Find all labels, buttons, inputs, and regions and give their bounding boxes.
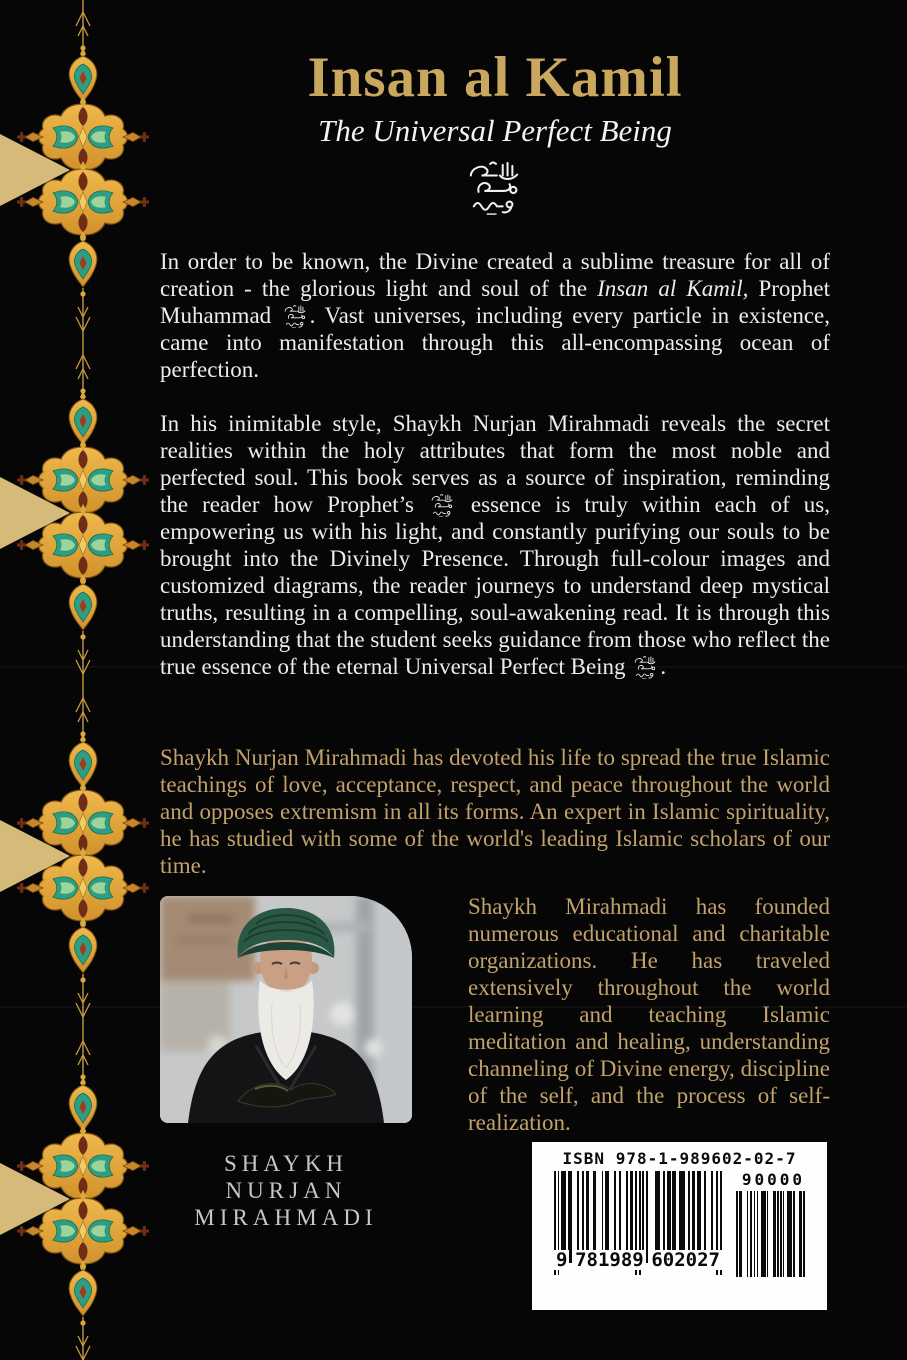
ean13-digit-left: 9 bbox=[556, 1249, 568, 1271]
salawat-inline-icon bbox=[632, 656, 659, 680]
salawat-inline-icon bbox=[282, 305, 309, 329]
text-segment: In his inimitable style, Shaykh Nurjan Mirahmadi reveals the secret realities within the holy attributes that form the most noble and perfected soul. This book serves as a source of inspiration, reminding the reader how Prophet’s bbox=[160, 410, 830, 517]
text-segment: Prophet Muhammad bbox=[160, 275, 830, 328]
ean5-block bbox=[735, 1171, 805, 1277]
bio-paragraph-1: Shaykh Nurjan Mirahmadi has devoted his life to spread the true Islamic teachings of love, acceptance, respect, and peace throughout the world and opposes extremism in all its forms. An expert in Islamic spirituality, he has studied with some of the world's leading Islamic scholars of our time. bbox=[160, 744, 830, 878]
ean13-block bbox=[554, 1171, 722, 1277]
tan-bookmark-triangles bbox=[0, 134, 70, 1235]
author-photo-column bbox=[160, 896, 412, 1231]
text-segment: . bbox=[660, 653, 667, 679]
book-subtitle: The Universal Perfect Being bbox=[318, 112, 672, 148]
author-name-line: NURJAN bbox=[225, 1177, 347, 1203]
ean5-bars bbox=[735, 1191, 805, 1277]
synopsis-paragraph-1 bbox=[160, 248, 830, 383]
author-name-line: MIRAHMADI bbox=[194, 1204, 378, 1230]
barcode-bars-row bbox=[542, 1171, 817, 1277]
text-segment: In order to be known, the Divine created a sublime treasure for all of creation - the glorious light and soul of the bbox=[160, 248, 830, 301]
author-name-caption bbox=[160, 1150, 412, 1231]
author-photo bbox=[160, 896, 412, 1123]
text-segment: . Vast universes, including every particle in existence, came into manifestation through this all-encompassing ocean of perfection. bbox=[160, 302, 830, 382]
bio-paragraph-2: Shaykh Mirahmadi has founded numerous educational and charitable organizations. He has traveled extensively throughout the world learning and teaching Islamic meditation and healing, understanding channeling of Divine energy, discipline of the self, and the process of self-realization. bbox=[468, 893, 830, 1135]
isbn-barcode bbox=[532, 1142, 827, 1310]
ean13-digit-group2: 602027 bbox=[651, 1249, 720, 1271]
salawat-calligraphy-icon bbox=[464, 161, 526, 217]
ean13-digits bbox=[554, 1250, 722, 1270]
author-name-line: SHAYKH bbox=[223, 1150, 349, 1176]
arabesque-border-ornament bbox=[0, 0, 150, 1360]
cover-content bbox=[160, 0, 830, 1231]
author-portrait-illustration bbox=[160, 896, 412, 1123]
text-segment: Insan al Kamil, bbox=[597, 275, 749, 301]
ean13-digit-group1: 781989 bbox=[575, 1249, 644, 1271]
text-segment: essence is truly within each of us, empowering us with his light, and constantly purifying our souls to be brought into the Divinely Presence. Through full-colour images and customized diagrams, the reader journeys to understand deep mystical truths, resulting in a compelling, soul-awakening read. It is through this understanding that the student seeks guidance from those who reflect the true essence of the eternal Universal Perfect Being bbox=[160, 491, 831, 679]
book-title: Insan al Kamil bbox=[307, 46, 683, 109]
ean5-addon-text: 90000 bbox=[741, 1170, 805, 1189]
isbn-label: ISBN 978-1-989602-02-7 bbox=[562, 1149, 797, 1168]
salawat-inline-icon bbox=[429, 494, 456, 518]
synopsis-paragraph-2 bbox=[160, 410, 830, 680]
